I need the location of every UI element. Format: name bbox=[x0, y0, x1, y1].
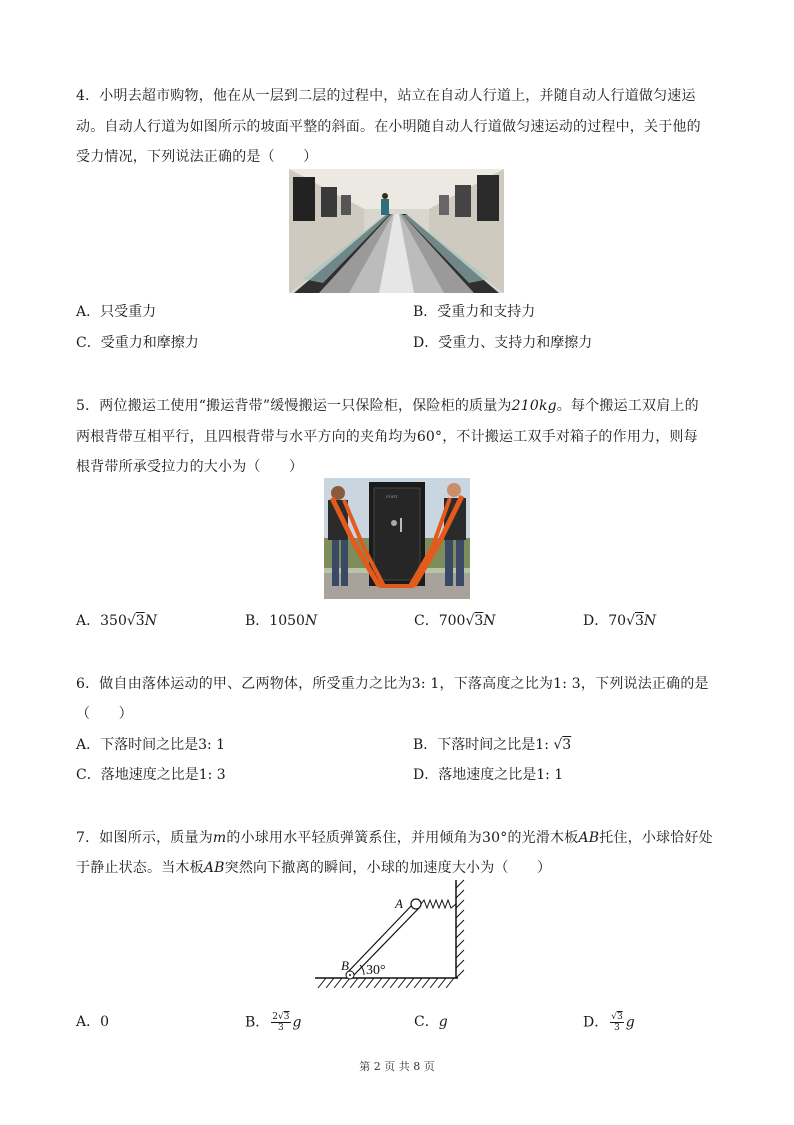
q6-option-d: D．落地速度之比是1: 1 bbox=[413, 767, 564, 783]
q5-d-label: D． bbox=[583, 613, 609, 629]
q5-c-coef: 700 bbox=[438, 613, 466, 629]
q5-b-unit: N bbox=[304, 613, 318, 629]
q7-line2-tail: 突然向下撤离的瞬间，小球的加速度大小为（ ） bbox=[224, 860, 552, 876]
q5-d-unit: N bbox=[643, 613, 657, 629]
q7-line1-text: 7．如图所示，质量为 bbox=[76, 830, 213, 846]
q7-option-a: A．0 bbox=[76, 1014, 110, 1030]
q7-line1-tail: 托住，小球恰好处 bbox=[599, 830, 713, 846]
q7-b-label: B． bbox=[245, 1014, 270, 1031]
q7-angle: 30° bbox=[482, 830, 508, 846]
diagram-label-a: A bbox=[395, 896, 403, 911]
escalator-photo bbox=[289, 169, 504, 293]
q6-line1-text: 6．做自由落体运动的甲、乙两物体，所受重力之比为 bbox=[76, 676, 412, 692]
q5-line1 bbox=[76, 396, 699, 416]
q5-d-coef: 70 bbox=[608, 613, 627, 629]
q6-b-root: 3 bbox=[562, 737, 572, 753]
page-footer: 第 2 页 共 8 页 bbox=[359, 1060, 435, 1073]
q7-option-c bbox=[414, 1012, 448, 1032]
q6-line1-mid: ，下落高度之比为 bbox=[439, 676, 554, 692]
q6-line1-tail: ，下列说法正确的是 bbox=[580, 676, 709, 692]
q5-line3: 根背带所承受拉力的大小为（ ） bbox=[76, 459, 304, 475]
q5-option-a bbox=[76, 611, 157, 631]
q4-option-d: D．受重力、支持力和摩擦力 bbox=[413, 335, 593, 351]
q5-a-label: A． bbox=[76, 613, 101, 629]
q7-d-g: g bbox=[625, 1014, 635, 1031]
safe-brand-text: FORT bbox=[386, 494, 398, 499]
q6-option-c: C．落地速度之比是1: 3 bbox=[76, 767, 226, 783]
safe-movers-photo bbox=[324, 478, 470, 599]
q5-d-sqrt: √3 bbox=[626, 613, 644, 629]
q6-line2: （ ） bbox=[76, 706, 133, 722]
q5-d-root: 3 bbox=[634, 613, 644, 629]
q6-ratio-height: 1: 3 bbox=[553, 676, 581, 692]
q5-c-label: C． bbox=[414, 613, 439, 629]
q7-c-label: C． bbox=[414, 1014, 439, 1030]
q7-line2-text: 于静止状态。当木板 bbox=[76, 860, 204, 876]
q7-line1 bbox=[76, 828, 713, 848]
q7-line1-mid2: 的光滑木板 bbox=[507, 830, 579, 846]
q4-line3: 受力情况，下列说法正确的是（ ） bbox=[76, 149, 318, 165]
q5-a-sqrt: √3 bbox=[126, 613, 145, 629]
q7-mass-symbol: m bbox=[212, 830, 227, 846]
q7-b-num-root: 3 bbox=[283, 1012, 290, 1022]
q5-option-c bbox=[414, 611, 496, 631]
q7-d-den: 3 bbox=[614, 1023, 620, 1033]
q5-c-unit: N bbox=[483, 613, 496, 629]
incline-spring-diagram bbox=[310, 878, 470, 996]
diagram-angle-label: 30° bbox=[366, 963, 386, 978]
q5-a-coef: 350 bbox=[100, 613, 127, 629]
q5-option-b bbox=[245, 611, 317, 631]
q5-line2-text: 两根背带互相平行，且四根背带与水平方向的夹角均为 bbox=[76, 429, 417, 445]
q5-a-unit: N bbox=[144, 613, 157, 629]
q7-b-fraction: $\frac{2√3}{3}$ bbox=[272, 1012, 290, 1033]
q7-line2 bbox=[76, 858, 551, 878]
q4-option-b: B．受重力和支持力 bbox=[413, 304, 536, 320]
q7-board-label-2: AB bbox=[203, 860, 225, 876]
q7-line1-mid: 的小球用水平轻质弹簧系住，并用倾角为 bbox=[226, 830, 483, 846]
q6-line1 bbox=[76, 674, 709, 694]
q5-a-root: 3 bbox=[135, 613, 145, 629]
q4-option-c: C．受重力和摩擦力 bbox=[76, 335, 199, 351]
q6-ratio-gravity: 3: 1 bbox=[411, 676, 440, 692]
q7-d-fraction: $\frac{√3}{3}$ bbox=[611, 1012, 623, 1033]
q6-option-a: A．下落时间之比是3: 1 bbox=[76, 737, 226, 753]
q5-b-label: B． bbox=[245, 613, 270, 629]
diagram-label-b: B bbox=[341, 958, 349, 973]
q7-option-d bbox=[583, 1012, 635, 1033]
q7-board-label: AB bbox=[578, 830, 600, 846]
q5-mass: 210kg bbox=[511, 398, 557, 414]
q5-line1-tail: 。每个搬运工双肩上的 bbox=[556, 398, 699, 414]
q6-b-text: B．下落时间之比是1: bbox=[413, 737, 554, 753]
q4-line1: 4．小明去超市购物，他在从一层到二层的过程中，站立在自动人行道上，并随自动人行道做匀速运 bbox=[76, 88, 696, 104]
q5-line2 bbox=[76, 427, 698, 447]
q7-option-b bbox=[245, 1012, 301, 1033]
q4-line2: 动。自动人行道为如图所示的坡面平整的斜面。在小明随自动人行道做匀速运动的过程中，关于他的 bbox=[76, 119, 701, 135]
q7-b-den: 3 bbox=[278, 1023, 284, 1033]
q5-option-d bbox=[583, 611, 656, 631]
q5-c-root: 3 bbox=[474, 613, 484, 629]
q6-b-sqrt: √3 bbox=[553, 737, 572, 753]
q7-d-num-root: 3 bbox=[616, 1012, 623, 1022]
q7-b-num-coef: 2 bbox=[272, 1012, 279, 1022]
q5-c-sqrt: √3 bbox=[465, 613, 484, 629]
q4-option-a: A．只受重力 bbox=[76, 304, 157, 320]
q6-option-b bbox=[413, 735, 571, 755]
q7-d-label: D． bbox=[583, 1014, 609, 1031]
q5-b-value: 1050 bbox=[269, 613, 305, 629]
q7-b-g: g bbox=[292, 1014, 302, 1031]
q7-c-g: g bbox=[438, 1014, 448, 1030]
q5-line2-tail: ，不计搬运工双手对箱子的作用力，则每 bbox=[442, 429, 698, 445]
q5-line1-text: 5．两位搬运工使用“搬运背带”缓慢搬运一只保险柜，保险柜的质量为 bbox=[76, 398, 512, 414]
q5-angle: 60° bbox=[416, 429, 443, 445]
